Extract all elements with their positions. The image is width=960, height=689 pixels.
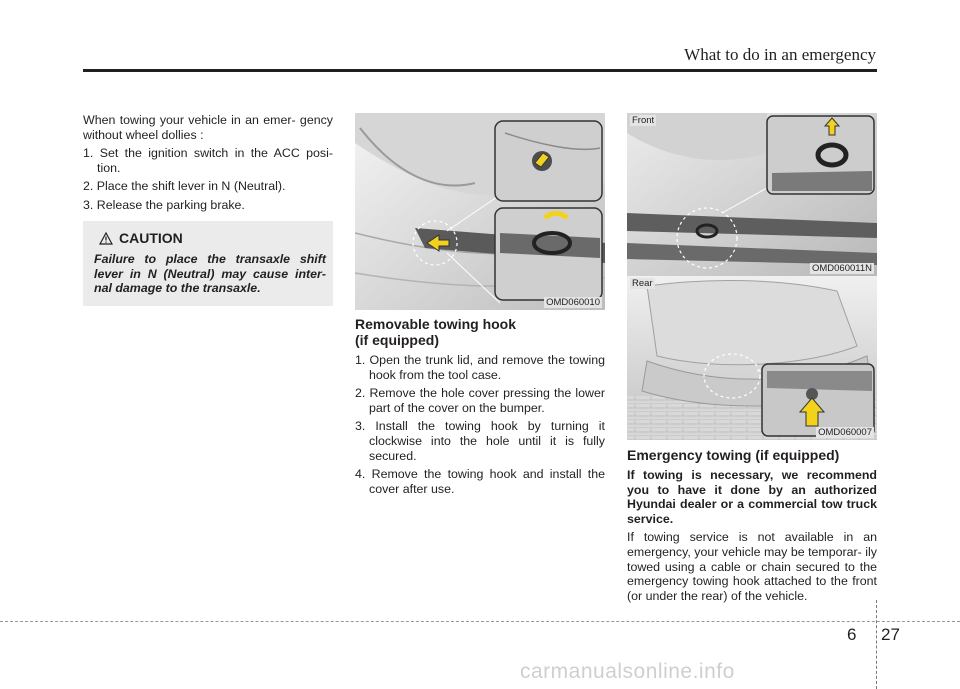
caution-box <box>83 221 333 306</box>
rear-bumper-illustration <box>627 276 877 440</box>
page-divider <box>876 600 877 689</box>
front-bumper-illustration <box>627 113 877 276</box>
heading-line: Removable towing hook <box>355 316 517 332</box>
caution-heading <box>99 230 183 246</box>
figure-tag: Rear <box>632 278 653 289</box>
column-middle <box>355 316 605 500</box>
header-rule <box>83 69 877 72</box>
figure-code: OMD060007 <box>818 427 872 438</box>
list-item: 3. Release the parking brake. <box>83 197 245 212</box>
bumper-illustration <box>355 113 605 310</box>
column-right <box>627 447 877 607</box>
page-number: 27 <box>881 625 900 644</box>
caution-title: CAUTION <box>119 230 183 246</box>
footer-rule <box>0 621 960 622</box>
figure-code: OMD060011N <box>811 263 872 274</box>
list-item: 4. Remove the towing hook and install the cover after use. <box>355 467 605 496</box>
warning-triangle-icon <box>99 232 113 245</box>
list-item: 2. Remove the hole cover pressing the lower part of the cover on the bumper. <box>355 386 605 415</box>
section-number: 6 <box>847 625 857 644</box>
list-item: 1. Set the ignition switch in the ACC posi- tion. <box>83 146 333 175</box>
figure-removable-hook <box>355 113 605 310</box>
figure-tag: Front <box>632 115 655 126</box>
section-heading <box>355 316 605 348</box>
column-left <box>83 113 333 217</box>
caution-text: Failure to place the transaxle shift lever in N (Neutral) may cause inter- nal damage to the transaxle. <box>94 252 326 296</box>
section-heading: Emergency towing (if equipped) <box>627 447 840 463</box>
running-header-title: What to do in an emergency <box>684 45 876 64</box>
figure-front-hook <box>627 113 877 276</box>
figure-rear-hook <box>627 276 877 440</box>
bold-paragraph: If towing is necessary, we recommend you to have it done by an authorized Hyundai dealer or a commercial tow truck service. <box>627 468 877 526</box>
intro-paragraph: When towing your vehicle in an emer- gency without wheel dollies : <box>83 113 333 142</box>
list-item: 1. Open the trunk lid, and remove the towing hook from the tool case. <box>355 353 605 382</box>
list-item: 2. Place the shift lever in N (Neutral). <box>83 179 286 194</box>
figure-code: OMD060010 <box>546 297 600 308</box>
list-item: 3. Install the towing hook by turning it clockwise into the hole until it is fully secured. <box>355 419 605 463</box>
watermark: carmanualsonline.info <box>520 660 735 683</box>
heading-line: (if equipped) <box>355 332 439 348</box>
body-paragraph: If towing service is not available in an emergency, your vehicle may be temporar- ily towed using a cable or chain secured to the emergency towing hook attached to the front (or under the rear) of the vehicle. <box>627 530 877 603</box>
